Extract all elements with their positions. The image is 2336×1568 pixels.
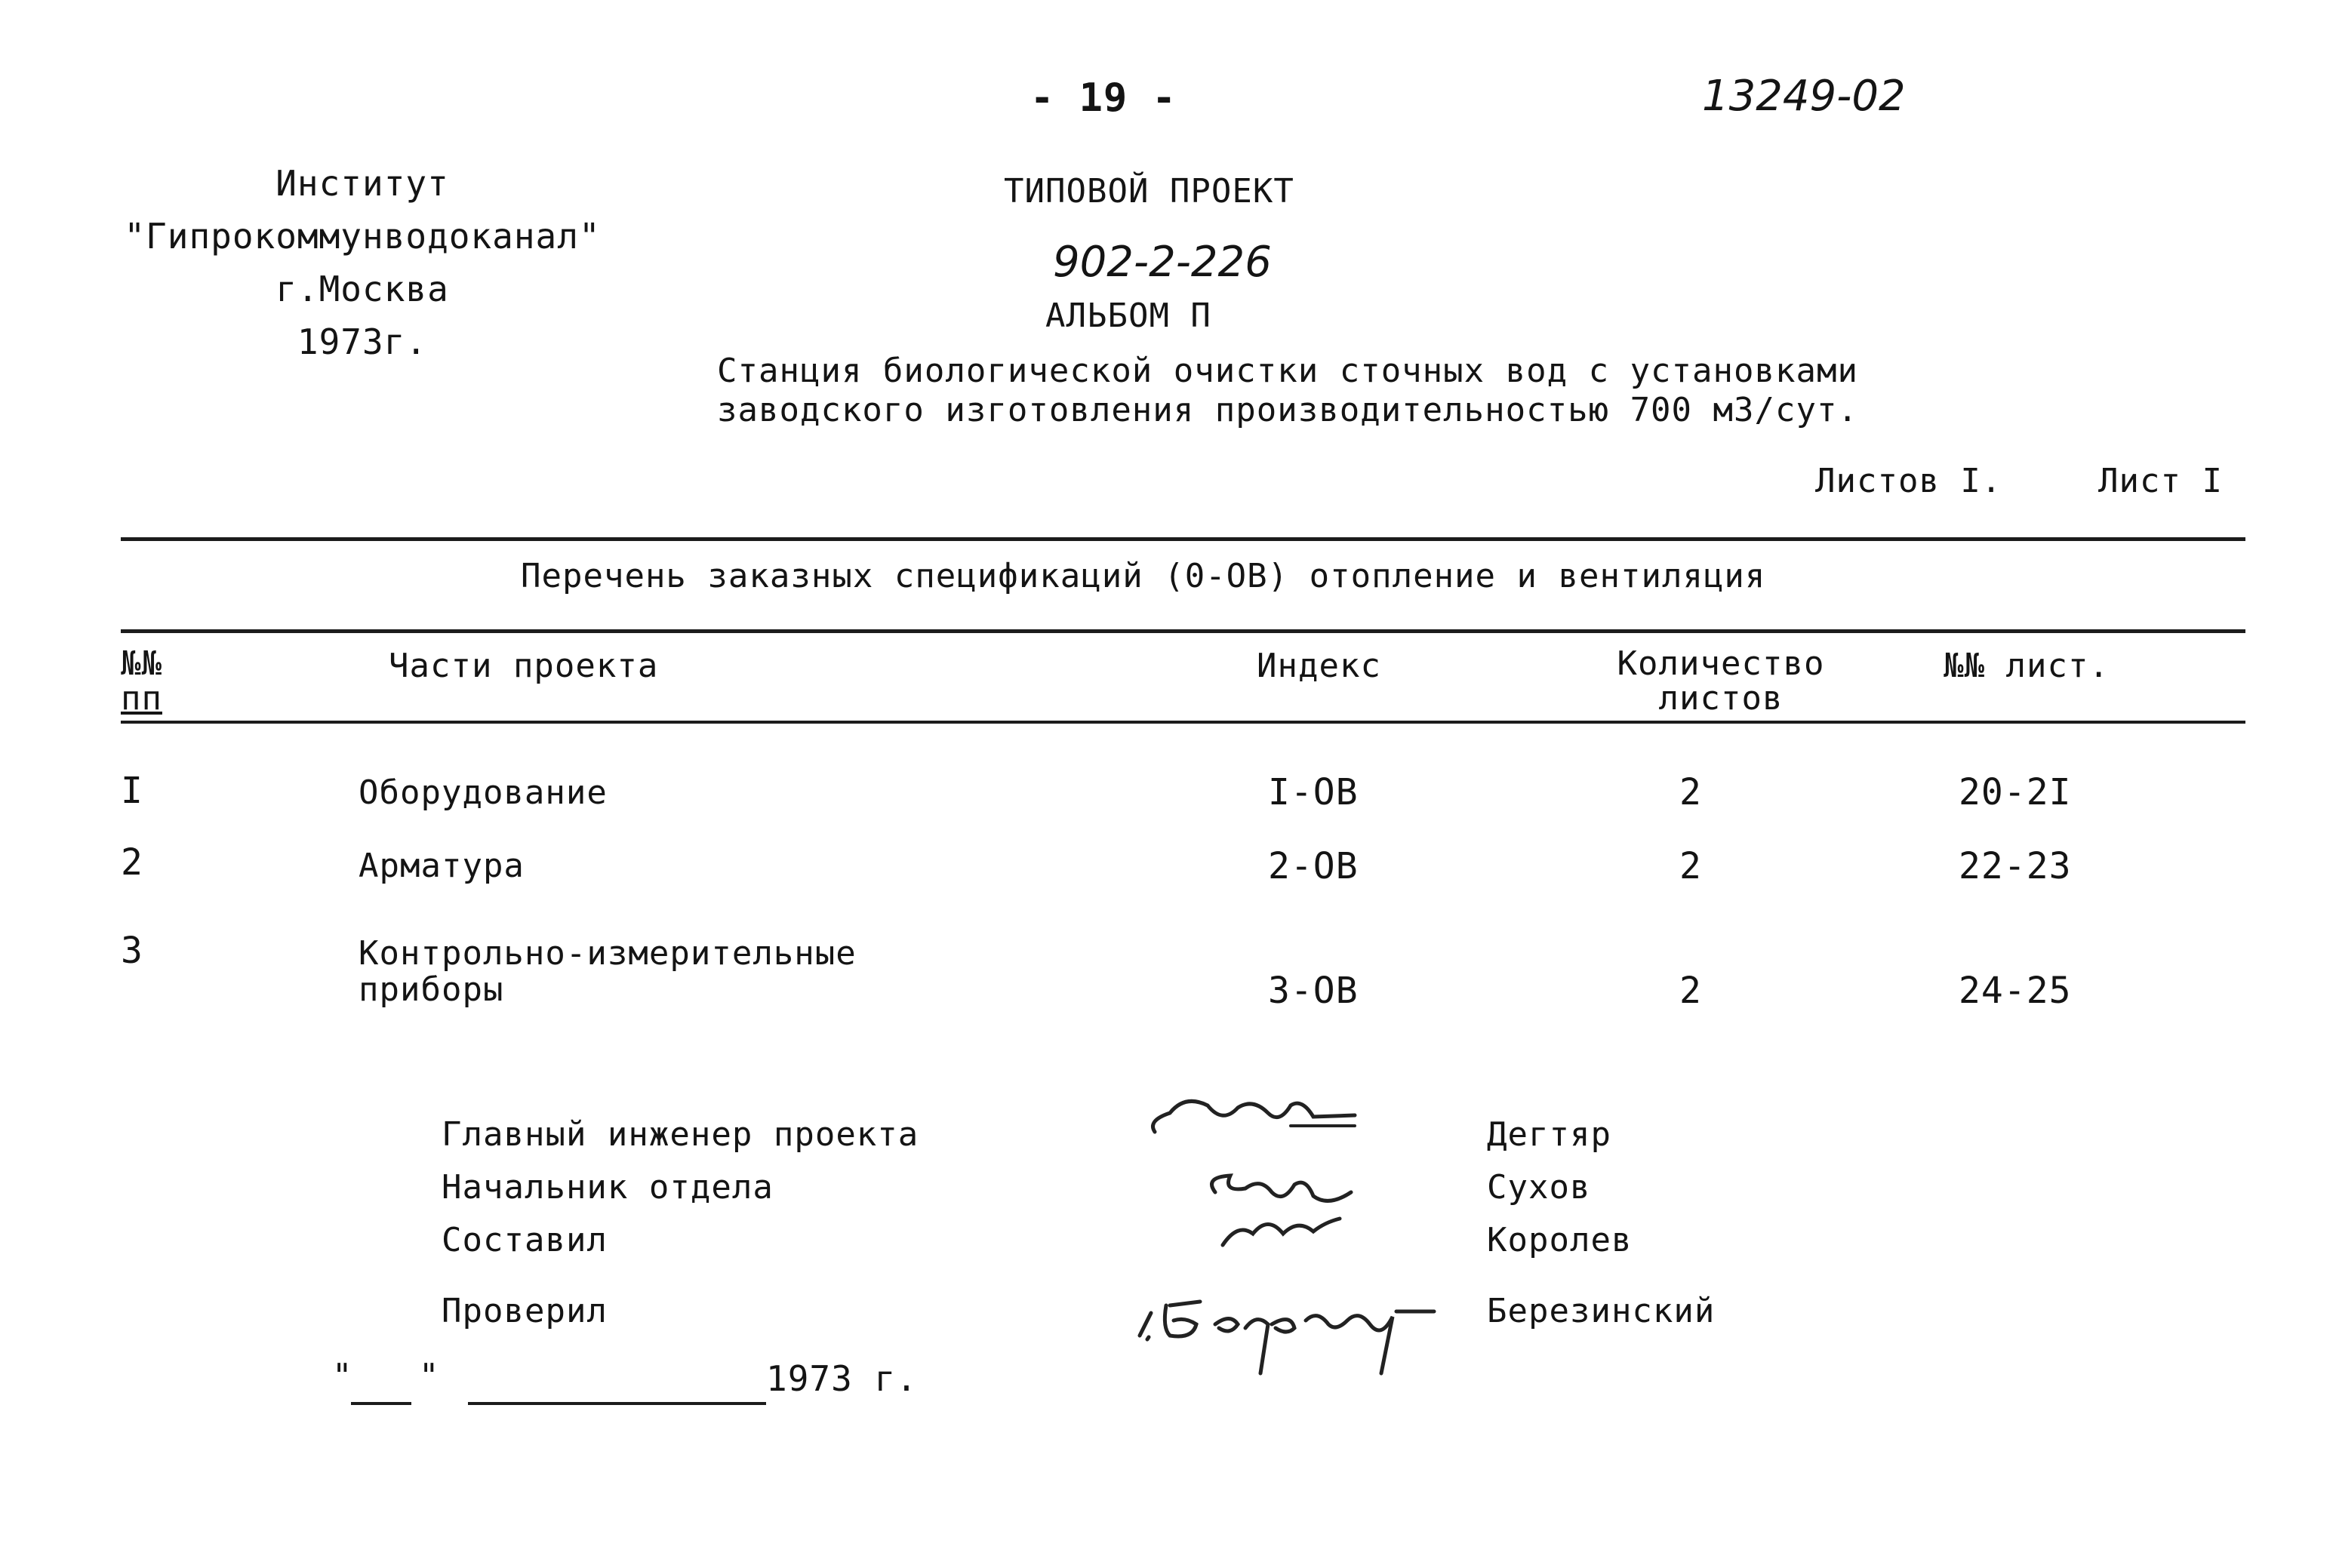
row-sheets: 22-23 bbox=[1959, 845, 2072, 887]
page-number: - 19 - bbox=[1030, 75, 1177, 121]
row-count: 2 bbox=[1679, 970, 1702, 1012]
row-index: 3-ОВ bbox=[1268, 970, 1359, 1012]
signature-chief-engineer bbox=[1140, 1079, 1366, 1147]
header-sheet-count bbox=[1562, 644, 1879, 718]
date-year: 1973 г. bbox=[766, 1358, 918, 1399]
header-index: Индекс bbox=[1257, 647, 1381, 685]
row-count: 2 bbox=[1679, 771, 1702, 813]
table-title-rule bbox=[121, 629, 2245, 633]
header-sheet-numbers: №№ лист. bbox=[1944, 647, 2110, 685]
institute-year: 1973г. bbox=[297, 321, 428, 362]
row-part: Арматура bbox=[359, 847, 525, 885]
signature-checked-by bbox=[1132, 1283, 1449, 1381]
header-number bbox=[121, 644, 162, 718]
sign-name-chief-engineer: Дегтяр bbox=[1487, 1115, 1611, 1154]
table-header-rule bbox=[121, 721, 2245, 724]
header-sheet-count-line-2: листов bbox=[1658, 679, 1784, 718]
date-month-blank bbox=[468, 1402, 766, 1405]
project-code: 902-2-226 bbox=[1053, 238, 1272, 287]
institute-label: Институт bbox=[275, 163, 449, 204]
row-sheets: 24-25 bbox=[1959, 970, 2072, 1012]
date-quote-open: " bbox=[332, 1357, 353, 1395]
institute-city: г.Москва bbox=[275, 269, 449, 309]
row-count: 2 bbox=[1679, 845, 1702, 887]
row-number: 3 bbox=[121, 930, 143, 972]
institute-block bbox=[113, 157, 611, 368]
sign-role-compiled-by: Составил bbox=[442, 1221, 608, 1259]
album-label: АЛЬБОМ П bbox=[1045, 297, 1211, 335]
header-number-line-1: №№ bbox=[121, 644, 162, 683]
project-title-line-1: Станция биологической очистки сточных вод с установками bbox=[717, 352, 1858, 390]
row-number: I bbox=[121, 770, 143, 812]
sign-name-compiled-by: Королев bbox=[1487, 1221, 1633, 1259]
sheets-total: Листов I. bbox=[1815, 462, 2002, 500]
project-title-line-2: заводского изготовления производительностью 700 м3/сут. bbox=[717, 391, 1858, 429]
row-part-line-2: приборы bbox=[359, 970, 504, 1009]
sign-role-checked-by: Проверил bbox=[442, 1292, 608, 1330]
row-part-line-1: Контрольно-измерительные bbox=[359, 934, 857, 973]
date-day-blank bbox=[351, 1402, 411, 1405]
row-number: 2 bbox=[121, 841, 143, 884]
table-top-rule bbox=[121, 537, 2245, 541]
sign-role-chief-engineer: Главный инженер проекта bbox=[442, 1115, 919, 1154]
date-quote-close: " bbox=[419, 1357, 440, 1395]
project-title bbox=[717, 352, 1858, 430]
sign-name-department-head: Сухов bbox=[1487, 1168, 1591, 1207]
table-title: Перечень заказных спецификаций (0-ОВ) отопление и вентиляция bbox=[521, 557, 1766, 595]
row-part bbox=[359, 936, 857, 1008]
project-type: ТИПОВОЙ ПРОЕКТ bbox=[1004, 172, 1294, 211]
institute-name: "Гипрокоммунводоканал" bbox=[124, 216, 601, 257]
signature-department-head bbox=[1200, 1162, 1389, 1253]
row-part: Оборудование bbox=[359, 773, 608, 812]
archive-number: 13249-02 bbox=[1702, 72, 1906, 121]
row-index: 2-ОВ bbox=[1268, 845, 1359, 887]
header-parts: Части проекта bbox=[389, 647, 659, 685]
row-sheets: 20-2I bbox=[1959, 771, 2072, 813]
row-index: I-ОВ bbox=[1268, 771, 1359, 813]
header-number-line-2: пп bbox=[121, 679, 162, 718]
header-sheet-count-line-1: Количество bbox=[1617, 644, 1825, 683]
sheet-current: Лист I bbox=[2098, 462, 2223, 500]
sign-role-department-head: Начальник отдела bbox=[442, 1168, 774, 1207]
sign-name-checked-by: Березинский bbox=[1487, 1292, 1716, 1330]
